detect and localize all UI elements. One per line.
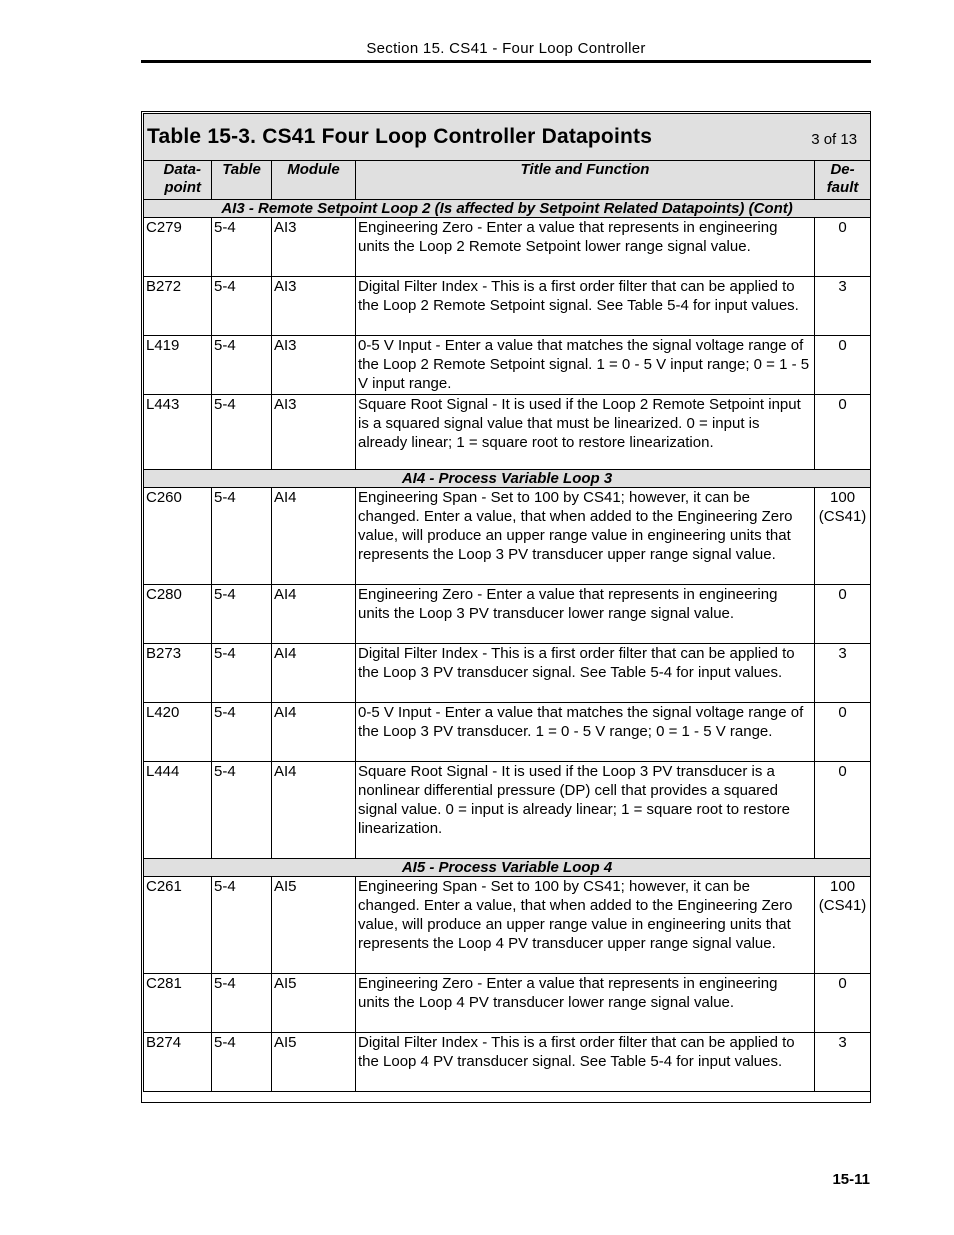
- table-row: [144, 395, 871, 470]
- cell-default: 3: [815, 277, 871, 336]
- cell-module: AI4: [272, 585, 356, 644]
- table-row: [144, 218, 871, 277]
- cell-default: 0: [815, 395, 871, 470]
- col-header-module: Module: [272, 161, 356, 200]
- cell-module: AI4: [272, 703, 356, 762]
- cell-table: 5-4: [212, 644, 272, 703]
- table-title-bar: [144, 114, 871, 161]
- section-heading: AI4 - Process Variable Loop 3: [144, 470, 871, 488]
- cell-table: 5-4: [212, 585, 272, 644]
- cell-default: 3: [815, 644, 871, 703]
- table-page-indicator: 3 of 13: [811, 131, 858, 148]
- cell-description: Engineering Span - Set to 100 by CS41; however, it can be changed. Enter a value, that when added to the Engineering Zero value, will produce an upper range value in engineering units that represents the Loop 4 PV transducer upper range signal value.: [356, 877, 815, 974]
- section-heading: AI5 - Process Variable Loop 4: [144, 859, 871, 877]
- cell-datapoint: L420: [144, 703, 212, 762]
- page-number: 15-11: [832, 1171, 870, 1188]
- cell-description: Digital Filter Index - This is a first order filter that can be applied to the Loop 3 PV transducer signal. See Table 5-4 for input values.: [356, 644, 815, 703]
- table-row: [144, 1033, 871, 1092]
- cell-datapoint: C260: [144, 488, 212, 585]
- cell-table: 5-4: [212, 218, 272, 277]
- cell-default: 0: [815, 585, 871, 644]
- cell-module: AI4: [272, 488, 356, 585]
- cell-datapoint: C280: [144, 585, 212, 644]
- col-header-table: Table: [212, 161, 272, 200]
- col-header-title-function: Title and Function: [356, 161, 815, 200]
- header-rule: [141, 60, 871, 63]
- col-header-default: De- fault: [815, 161, 871, 200]
- table-row: [144, 488, 871, 585]
- cell-datapoint: B272: [144, 277, 212, 336]
- cell-description: Engineering Zero - Enter a value that represents in engineering units the Loop 2 Remote Setpoint lower range signal value.: [356, 218, 815, 277]
- cell-module: AI5: [272, 877, 356, 974]
- cell-module: AI3: [272, 277, 356, 336]
- cell-datapoint: L419: [144, 336, 212, 395]
- cell-table: 5-4: [212, 277, 272, 336]
- cell-module: AI3: [272, 395, 356, 470]
- running-header: Section 15. CS41 - Four Loop Controller: [366, 40, 646, 57]
- cell-datapoint: L443: [144, 395, 212, 470]
- table-row: [144, 336, 871, 395]
- cell-description: Engineering Span - Set to 100 by CS41; however, it can be changed. Enter a value, that when added to the Engineering Zero value, will produce an upper range value in engineering units that represents the Loop 3 PV transducer upper range signal value.: [356, 488, 815, 585]
- table-row: [144, 762, 871, 859]
- table-row: [144, 585, 871, 644]
- cell-table: 5-4: [212, 488, 272, 585]
- section-heading-row: [144, 859, 871, 877]
- cell-default: 0: [815, 974, 871, 1033]
- cell-table: 5-4: [212, 336, 272, 395]
- cell-datapoint: L444: [144, 762, 212, 859]
- cell-description: 0-5 V Input - Enter a value that matches the signal voltage range of the Loop 2 Remote Setpoint signal. 1 = 0 - 5 V input range; 0 = 1 - 5 V input range.: [356, 336, 815, 395]
- cell-table: 5-4: [212, 762, 272, 859]
- cell-module: AI4: [272, 644, 356, 703]
- cell-datapoint: B274: [144, 1033, 212, 1092]
- cell-description: Square Root Signal - It is used if the Loop 2 Remote Setpoint input is a squared signal value that must be linearized. 0 = input is already linear; 1 = square root to restore linearization.: [356, 395, 815, 470]
- cell-default: 0: [815, 336, 871, 395]
- cell-default: 3: [815, 1033, 871, 1092]
- cell-default: 100 (CS41): [815, 488, 871, 585]
- cell-default: 0: [815, 218, 871, 277]
- cell-datapoint: C279: [144, 218, 212, 277]
- section-heading-row: [144, 470, 871, 488]
- cell-default: 0: [815, 703, 871, 762]
- cell-table: 5-4: [212, 974, 272, 1033]
- cell-module: AI5: [272, 974, 356, 1033]
- section-heading: AI3 - Remote Setpoint Loop 2 (Is affected by Setpoint Related Datapoints) (Cont): [144, 200, 871, 218]
- cell-module: AI3: [272, 336, 356, 395]
- table-body: [144, 200, 871, 1092]
- cell-description: 0-5 V Input - Enter a value that matches the signal voltage range of the Loop 3 PV transducer. 1 = 0 - 5 V range; 0 = 1 - 5 V range.: [356, 703, 815, 762]
- datapoints-table: [143, 113, 871, 1092]
- section-heading-row: [144, 200, 871, 218]
- cell-table: 5-4: [212, 1033, 272, 1092]
- cell-datapoint: C281: [144, 974, 212, 1033]
- cell-description: Digital Filter Index - This is a first order filter that can be applied to the Loop 4 PV transducer signal. See Table 5-4 for input values.: [356, 1033, 815, 1092]
- cell-table: 5-4: [212, 877, 272, 974]
- cell-table: 5-4: [212, 395, 272, 470]
- cell-datapoint: C261: [144, 877, 212, 974]
- cell-datapoint: B273: [144, 644, 212, 703]
- cell-module: AI4: [272, 762, 356, 859]
- cell-module: AI3: [272, 218, 356, 277]
- cell-default: 0: [815, 762, 871, 859]
- cell-table: 5-4: [212, 703, 272, 762]
- cell-description: Square Root Signal - It is used if the Loop 3 PV transducer is a nonlinear differential pressure (DP) cell that provides a squared signal value. 0 = input is already linear; 1 = square root to restore linearization.: [356, 762, 815, 859]
- cell-module: AI5: [272, 1033, 356, 1092]
- table-row: [144, 703, 871, 762]
- table-row: [144, 277, 871, 336]
- table-row: [144, 877, 871, 974]
- col-header-datapoint: Data- point: [144, 161, 212, 200]
- cell-description: Engineering Zero - Enter a value that represents in engineering units the Loop 4 PV transducer lower range signal value.: [356, 974, 815, 1033]
- table-title: Table 15-3. CS41 Four Loop Controller Datapoints: [147, 125, 653, 148]
- table-row: [144, 644, 871, 703]
- cell-description: Digital Filter Index - This is a first order filter that can be applied to the Loop 2 Remote Setpoint signal. See Table 5-4 for input values.: [356, 277, 815, 336]
- cell-description: Engineering Zero - Enter a value that represents in engineering units the Loop 3 PV transducer lower range signal value.: [356, 585, 815, 644]
- cell-default: 100 (CS41): [815, 877, 871, 974]
- table-row: [144, 974, 871, 1033]
